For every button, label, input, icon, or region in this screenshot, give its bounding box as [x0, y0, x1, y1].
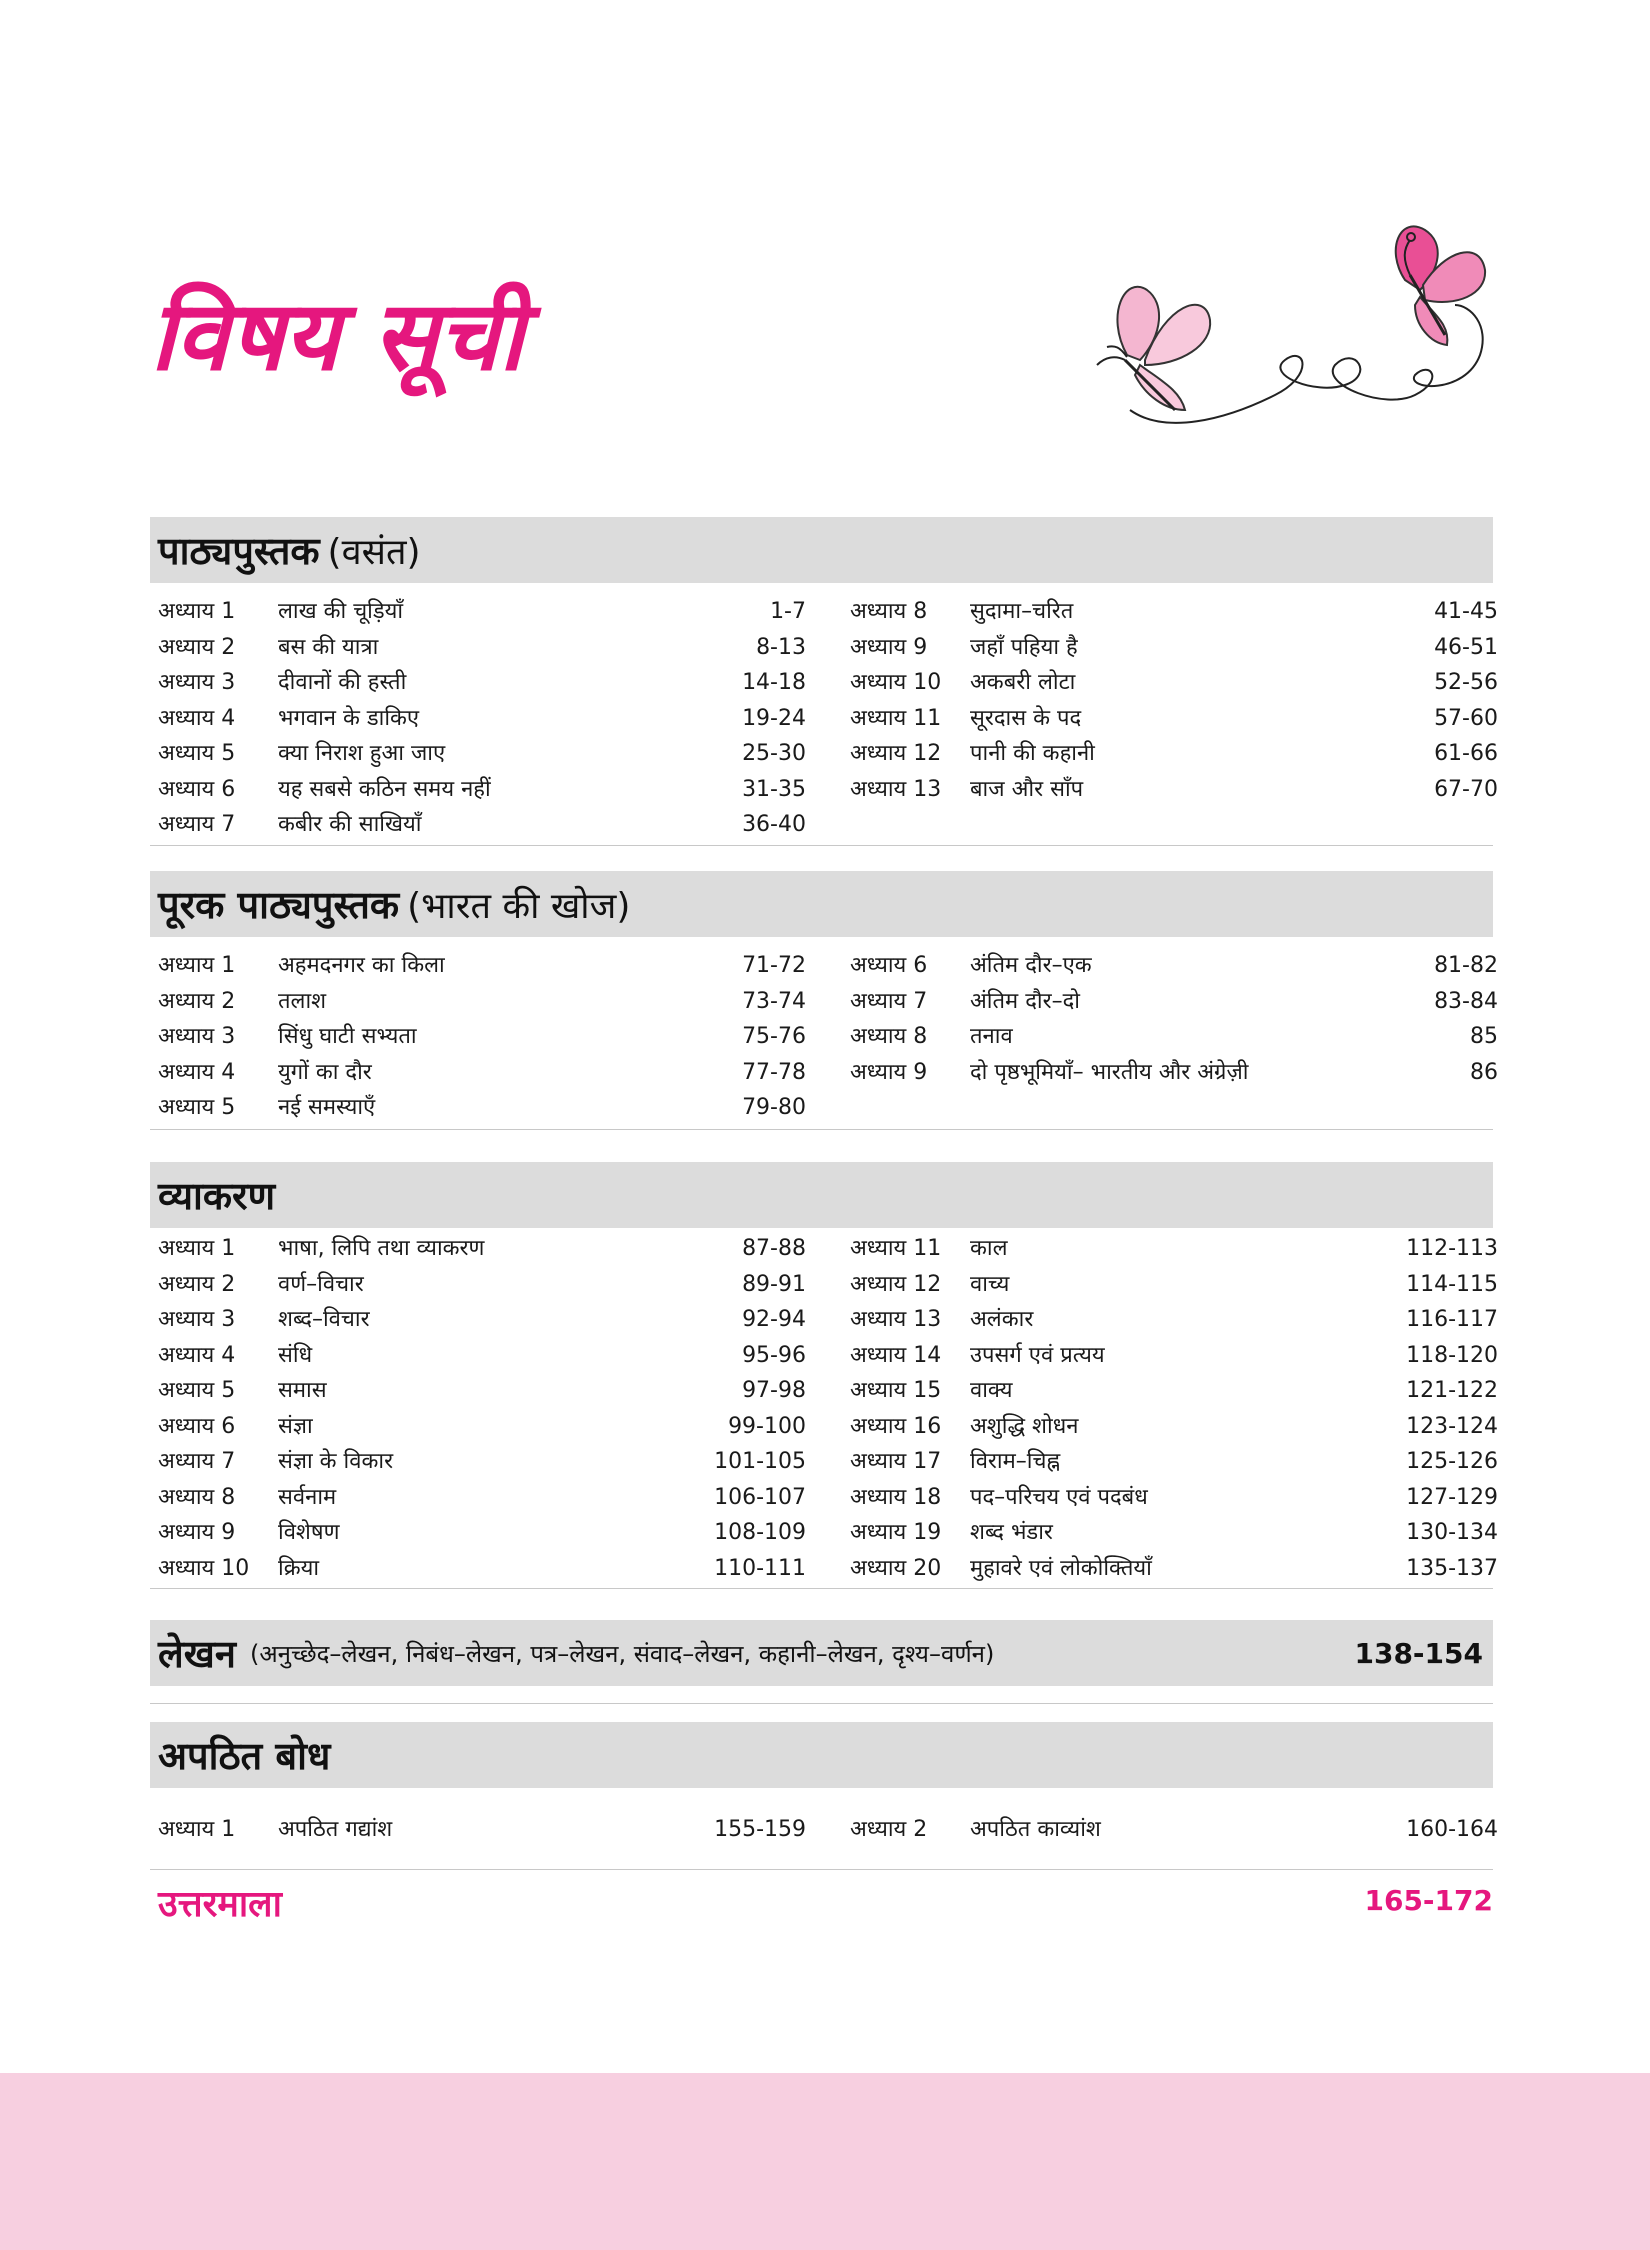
- chapter-number: अध्याय 8: [158, 1484, 236, 1510]
- chapter-number: अध्याय 7: [158, 812, 236, 837]
- page-range: 95-96: [742, 1342, 806, 1368]
- page-range: 127-129: [1406, 1484, 1498, 1510]
- chapter-number: अध्याय 11: [850, 705, 942, 731]
- chapter-title: विशेषण: [278, 1520, 340, 1545]
- page-range: 52-56: [1434, 670, 1498, 695]
- section-header-lekhan: [150, 1620, 1493, 1686]
- toc-entry: [158, 1812, 806, 1848]
- chapter-number: अध्याय 4: [158, 1342, 236, 1368]
- chapter-number: अध्याय 5: [158, 741, 236, 766]
- section-subtitle: (अनुच्छेद–लेखन, निबंध–लेखन, पत्र–लेखन, संवाद–लेखन, कहानी–लेखन, दृश्य–वर्णन): [249, 1639, 995, 1668]
- toc-entry: [850, 1444, 1498, 1480]
- toc-entry: [158, 630, 806, 666]
- chapter-title: यह सबसे कठिन समय नहीं: [278, 776, 491, 802]
- page-range: 75-76: [742, 1024, 806, 1049]
- answers-title: उत्तरमाला: [158, 1884, 282, 1925]
- chapter-number: अध्याय 9: [850, 1059, 928, 1085]
- chapter-number: अध्याय 12: [850, 741, 942, 766]
- chapter-title: पानी की कहानी: [970, 741, 1095, 766]
- toc-entry: [158, 948, 806, 984]
- chapter-title: उपसर्ग एवं प्रत्यय: [970, 1342, 1105, 1368]
- page-range: 116-117: [1406, 1307, 1498, 1332]
- chapter-number: अध्याय 10: [850, 670, 942, 695]
- bharat-left-list: [158, 948, 806, 1126]
- page-range: 106-107: [714, 1484, 806, 1510]
- chapter-number: अध्याय 11: [850, 1236, 942, 1261]
- chapter-number: अध्याय 18: [850, 1484, 942, 1510]
- chapter-title: भाषा, लिपि तथा व्याकरण: [278, 1236, 485, 1261]
- toc-entry: [158, 1515, 806, 1551]
- chapter-title: अपठित काव्यांश: [970, 1817, 1101, 1842]
- chapter-number: अध्याय 1: [158, 1817, 236, 1842]
- toc-entry: [850, 1231, 1498, 1267]
- page-range: 135-137: [1406, 1555, 1498, 1581]
- page-range: 8-13: [756, 634, 806, 660]
- toc-entry: [158, 1551, 806, 1587]
- page-range: 57-60: [1434, 705, 1498, 731]
- chapter-number: अध्याय 12: [850, 1271, 942, 1297]
- page-range: 110-111: [714, 1555, 806, 1581]
- divider: [150, 845, 1493, 846]
- page-range: 130-134: [1406, 1520, 1498, 1545]
- section-header-vyakaran: [150, 1162, 1493, 1228]
- chapter-title: सिंधु घाटी सभ्यता: [278, 1024, 417, 1049]
- chapter-title: अहमदनगर का किला: [278, 953, 445, 978]
- toc-entry: [158, 984, 806, 1020]
- chapter-number: अध्याय 3: [158, 1307, 236, 1332]
- toc-entry: [850, 1338, 1498, 1374]
- chapter-title: समास: [278, 1378, 327, 1403]
- page-range: 71-72: [742, 953, 806, 978]
- page-range: 79-80: [742, 1095, 806, 1120]
- right-butterfly-icon: [1396, 226, 1485, 345]
- section-header-bharat: [150, 871, 1493, 937]
- section-pages: 138-154: [1354, 1636, 1483, 1670]
- toc-entry: [850, 630, 1498, 666]
- page-range: 73-74: [742, 988, 806, 1014]
- page-range: 19-24: [742, 705, 806, 731]
- page-range: 61-66: [1434, 741, 1498, 766]
- chapter-number: अध्याय 16: [850, 1413, 942, 1439]
- chapter-title: दीवानों की हस्ती: [278, 670, 407, 695]
- page-range: 25-30: [742, 741, 806, 766]
- page-range: 87-88: [742, 1236, 806, 1261]
- page-range: 118-120: [1406, 1342, 1498, 1368]
- chapter-title: क्रिया: [278, 1555, 320, 1581]
- page-range: 41-45: [1434, 599, 1498, 624]
- chapter-number: अध्याय 3: [158, 1024, 236, 1049]
- answers-pages: 165-172: [1364, 1884, 1493, 1917]
- chapter-number: अध्याय 5: [158, 1378, 236, 1403]
- chapter-number: अध्याय 13: [850, 1307, 942, 1332]
- chapter-number: अध्याय 10: [158, 1555, 250, 1581]
- page-range: 108-109: [714, 1520, 806, 1545]
- chapter-title: तलाश: [278, 988, 327, 1014]
- chapter-number: अध्याय 6: [850, 953, 928, 978]
- vyakaran-right-list: [850, 1231, 1498, 1586]
- chapter-number: अध्याय 15: [850, 1378, 942, 1403]
- section-subtitle: (भारत की खोज): [407, 885, 631, 927]
- chapter-title: वाच्य: [970, 1271, 1010, 1297]
- chapter-title: नई समस्याएँ: [278, 1095, 376, 1120]
- toc-entry: [850, 1551, 1498, 1587]
- toc-entry: [850, 1373, 1498, 1409]
- toc-entry: [850, 1515, 1498, 1551]
- section-header-apathit: [150, 1722, 1493, 1788]
- chapter-number: अध्याय 13: [850, 776, 942, 802]
- chapter-title: सूरदास के पद: [970, 705, 1082, 731]
- page-range: 89-91: [742, 1271, 806, 1297]
- section-title: व्याकरण: [158, 1174, 276, 1218]
- page-range: 36-40: [742, 812, 806, 837]
- chapter-number: अध्याय 2: [158, 988, 236, 1014]
- toc-entry: [158, 1267, 806, 1303]
- chapter-title: शब्द–विचार: [278, 1307, 370, 1332]
- chapter-number: अध्याय 4: [158, 1059, 236, 1085]
- vyakaran-left-list: [158, 1231, 806, 1586]
- chapter-number: अध्याय 8: [850, 599, 928, 624]
- page-range: 112-113: [1406, 1236, 1498, 1261]
- chapter-title: बाज और साँप: [970, 776, 1084, 802]
- toc-entry: [158, 1373, 806, 1409]
- page-range: 114-115: [1406, 1271, 1498, 1297]
- section-title: लेखन: [158, 1632, 236, 1676]
- chapter-number: अध्याय 6: [158, 1413, 236, 1439]
- toc-entry: [158, 807, 806, 843]
- page-title: विषय सूची: [150, 279, 524, 392]
- page-range: 92-94: [742, 1307, 806, 1332]
- toc-entry: [158, 594, 806, 630]
- chapter-number: अध्याय 2: [850, 1817, 928, 1842]
- chapter-title: तनाव: [970, 1024, 1013, 1049]
- toc-entry: [850, 1480, 1498, 1516]
- toc-entry: [850, 1409, 1498, 1445]
- chapter-number: अध्याय 7: [158, 1449, 236, 1474]
- toc-entry: [850, 1019, 1498, 1055]
- chapter-number: अध्याय 7: [850, 988, 928, 1014]
- chapter-title: अंतिम दौर–एक: [970, 953, 1092, 978]
- page-range: 123-124: [1406, 1413, 1498, 1439]
- toc-entry: [158, 1090, 806, 1126]
- chapter-title: संधि: [278, 1342, 313, 1368]
- page-range: 85: [1470, 1024, 1498, 1049]
- chapter-number: अध्याय 9: [158, 1520, 236, 1545]
- chapter-title: अकबरी लोटा: [970, 670, 1076, 695]
- chapter-title: दो पृष्ठभूमियाँ– भारतीय और अंग्रेज़ी: [970, 1059, 1249, 1085]
- chapter-number: अध्याय 8: [850, 1024, 928, 1049]
- page-range: 101-105: [714, 1449, 806, 1474]
- toc-entry: [850, 594, 1498, 630]
- toc-entry: [850, 736, 1498, 772]
- divider: [150, 1129, 1493, 1130]
- page-range: 160-164: [1406, 1817, 1498, 1842]
- chapter-title: भगवान के डाकिए: [278, 705, 420, 731]
- toc-entry: [158, 1231, 806, 1267]
- page-range: 67-70: [1434, 776, 1498, 802]
- bharat-right-list: [850, 948, 1498, 1090]
- page-range: 155-159: [714, 1817, 806, 1842]
- apathit-left-list: [158, 1812, 806, 1848]
- chapter-title: कबीर की साखियाँ: [278, 812, 422, 837]
- page-range: 86: [1470, 1059, 1498, 1085]
- vasant-left-list: [158, 594, 806, 843]
- chapter-number: अध्याय 1: [158, 953, 236, 978]
- page-range: 77-78: [742, 1059, 806, 1085]
- section-subtitle: (वसंत): [327, 531, 421, 573]
- chapter-number: अध्याय 1: [158, 1236, 236, 1261]
- chapter-title: सुदामा–चरित: [970, 599, 1074, 624]
- section-title: पाठ्यपुस्तक: [158, 529, 320, 573]
- page-range: 46-51: [1434, 634, 1498, 660]
- page-range: 14-18: [742, 670, 806, 695]
- chapter-title: अशुद्धि शोधन: [970, 1413, 1079, 1439]
- chapter-number: अध्याय 1: [158, 599, 236, 624]
- toc-entry: [158, 736, 806, 772]
- toc-entry: [158, 665, 806, 701]
- chapter-title: संज्ञा: [278, 1413, 313, 1439]
- toc-entry: [850, 1302, 1498, 1338]
- chapter-title: वर्ण–विचार: [278, 1271, 364, 1297]
- chapter-title: शब्द भंडार: [970, 1520, 1053, 1545]
- toc-entry: [850, 948, 1498, 984]
- chapter-title: युगों का दौर: [278, 1059, 372, 1085]
- section-title: पूरक पाठ्यपुस्तक: [158, 883, 400, 927]
- chapter-number: अध्याय 4: [158, 705, 236, 731]
- section-title: अपठित बोध: [158, 1734, 331, 1778]
- chapter-title: क्या निराश हुआ जाए: [278, 741, 446, 766]
- chapter-title: वाक्य: [970, 1378, 1013, 1403]
- chapter-title: काल: [970, 1236, 1008, 1261]
- chapter-title: लाख की चूड़ियाँ: [278, 599, 404, 624]
- footer-band: [0, 2073, 1650, 2250]
- chapter-title: पद–परिचय एवं पदबंध: [970, 1484, 1148, 1510]
- chapter-number: अध्याय 3: [158, 670, 236, 695]
- toc-entry: [158, 1302, 806, 1338]
- page-range: 83-84: [1434, 988, 1498, 1014]
- vasant-right-list: [850, 594, 1498, 807]
- chapter-number: अध्याय 9: [850, 634, 928, 660]
- toc-entry: [158, 1019, 806, 1055]
- chapter-title: मुहावरे एवं लोकोक्तियाँ: [970, 1555, 1152, 1581]
- toc-entry: [850, 1055, 1498, 1091]
- chapter-title: बस की यात्रा: [278, 634, 379, 660]
- page-range: 1-7: [770, 599, 806, 624]
- chapter-title: सर्वनाम: [278, 1484, 337, 1510]
- toc-entry: [158, 1338, 806, 1374]
- page-range: 125-126: [1406, 1449, 1498, 1474]
- chapter-title: अलंकार: [970, 1307, 1034, 1332]
- page-range: 121-122: [1406, 1378, 1498, 1403]
- toc-entry: [850, 701, 1498, 737]
- chapter-number: अध्याय 6: [158, 776, 236, 802]
- toc-entry: [850, 665, 1498, 701]
- toc-entry: [158, 1444, 806, 1480]
- toc-entry: [158, 701, 806, 737]
- chapter-title: संज्ञा के विकार: [278, 1449, 394, 1474]
- chapter-number: अध्याय 19: [850, 1520, 942, 1545]
- page-range: 99-100: [728, 1413, 806, 1439]
- chapter-title: अंतिम दौर–दो: [970, 988, 1080, 1014]
- toc-entry: [850, 984, 1498, 1020]
- divider: [150, 1588, 1493, 1589]
- divider: [150, 1703, 1493, 1704]
- toc-entry: [158, 1480, 806, 1516]
- toc-entry: [158, 1055, 806, 1091]
- chapter-title: विराम–चिह्न: [970, 1449, 1061, 1474]
- chapter-number: अध्याय 20: [850, 1555, 942, 1581]
- toc-entry: [850, 772, 1498, 808]
- divider: [150, 1869, 1493, 1870]
- toc-entry: [158, 1409, 806, 1445]
- chapter-number: अध्याय 2: [158, 634, 236, 660]
- butterflies-illustration: [1085, 195, 1505, 455]
- chapter-number: अध्याय 14: [850, 1342, 942, 1368]
- chapter-title: जहाँ पहिया है: [970, 634, 1078, 660]
- left-butterfly-icon: [1097, 287, 1210, 410]
- apathit-right-list: [850, 1812, 1498, 1848]
- chapter-number: अध्याय 5: [158, 1095, 236, 1120]
- section-header-vasant: [150, 517, 1493, 583]
- toc-entry: [158, 772, 806, 808]
- page-range: 97-98: [742, 1378, 806, 1403]
- page-range: 81-82: [1434, 953, 1498, 978]
- page-range: 31-35: [742, 776, 806, 802]
- chapter-number: अध्याय 2: [158, 1271, 236, 1297]
- chapter-title: अपठित गद्यांश: [278, 1817, 393, 1842]
- chapter-number: अध्याय 17: [850, 1449, 942, 1474]
- toc-entry: [850, 1812, 1498, 1848]
- toc-entry: [850, 1267, 1498, 1303]
